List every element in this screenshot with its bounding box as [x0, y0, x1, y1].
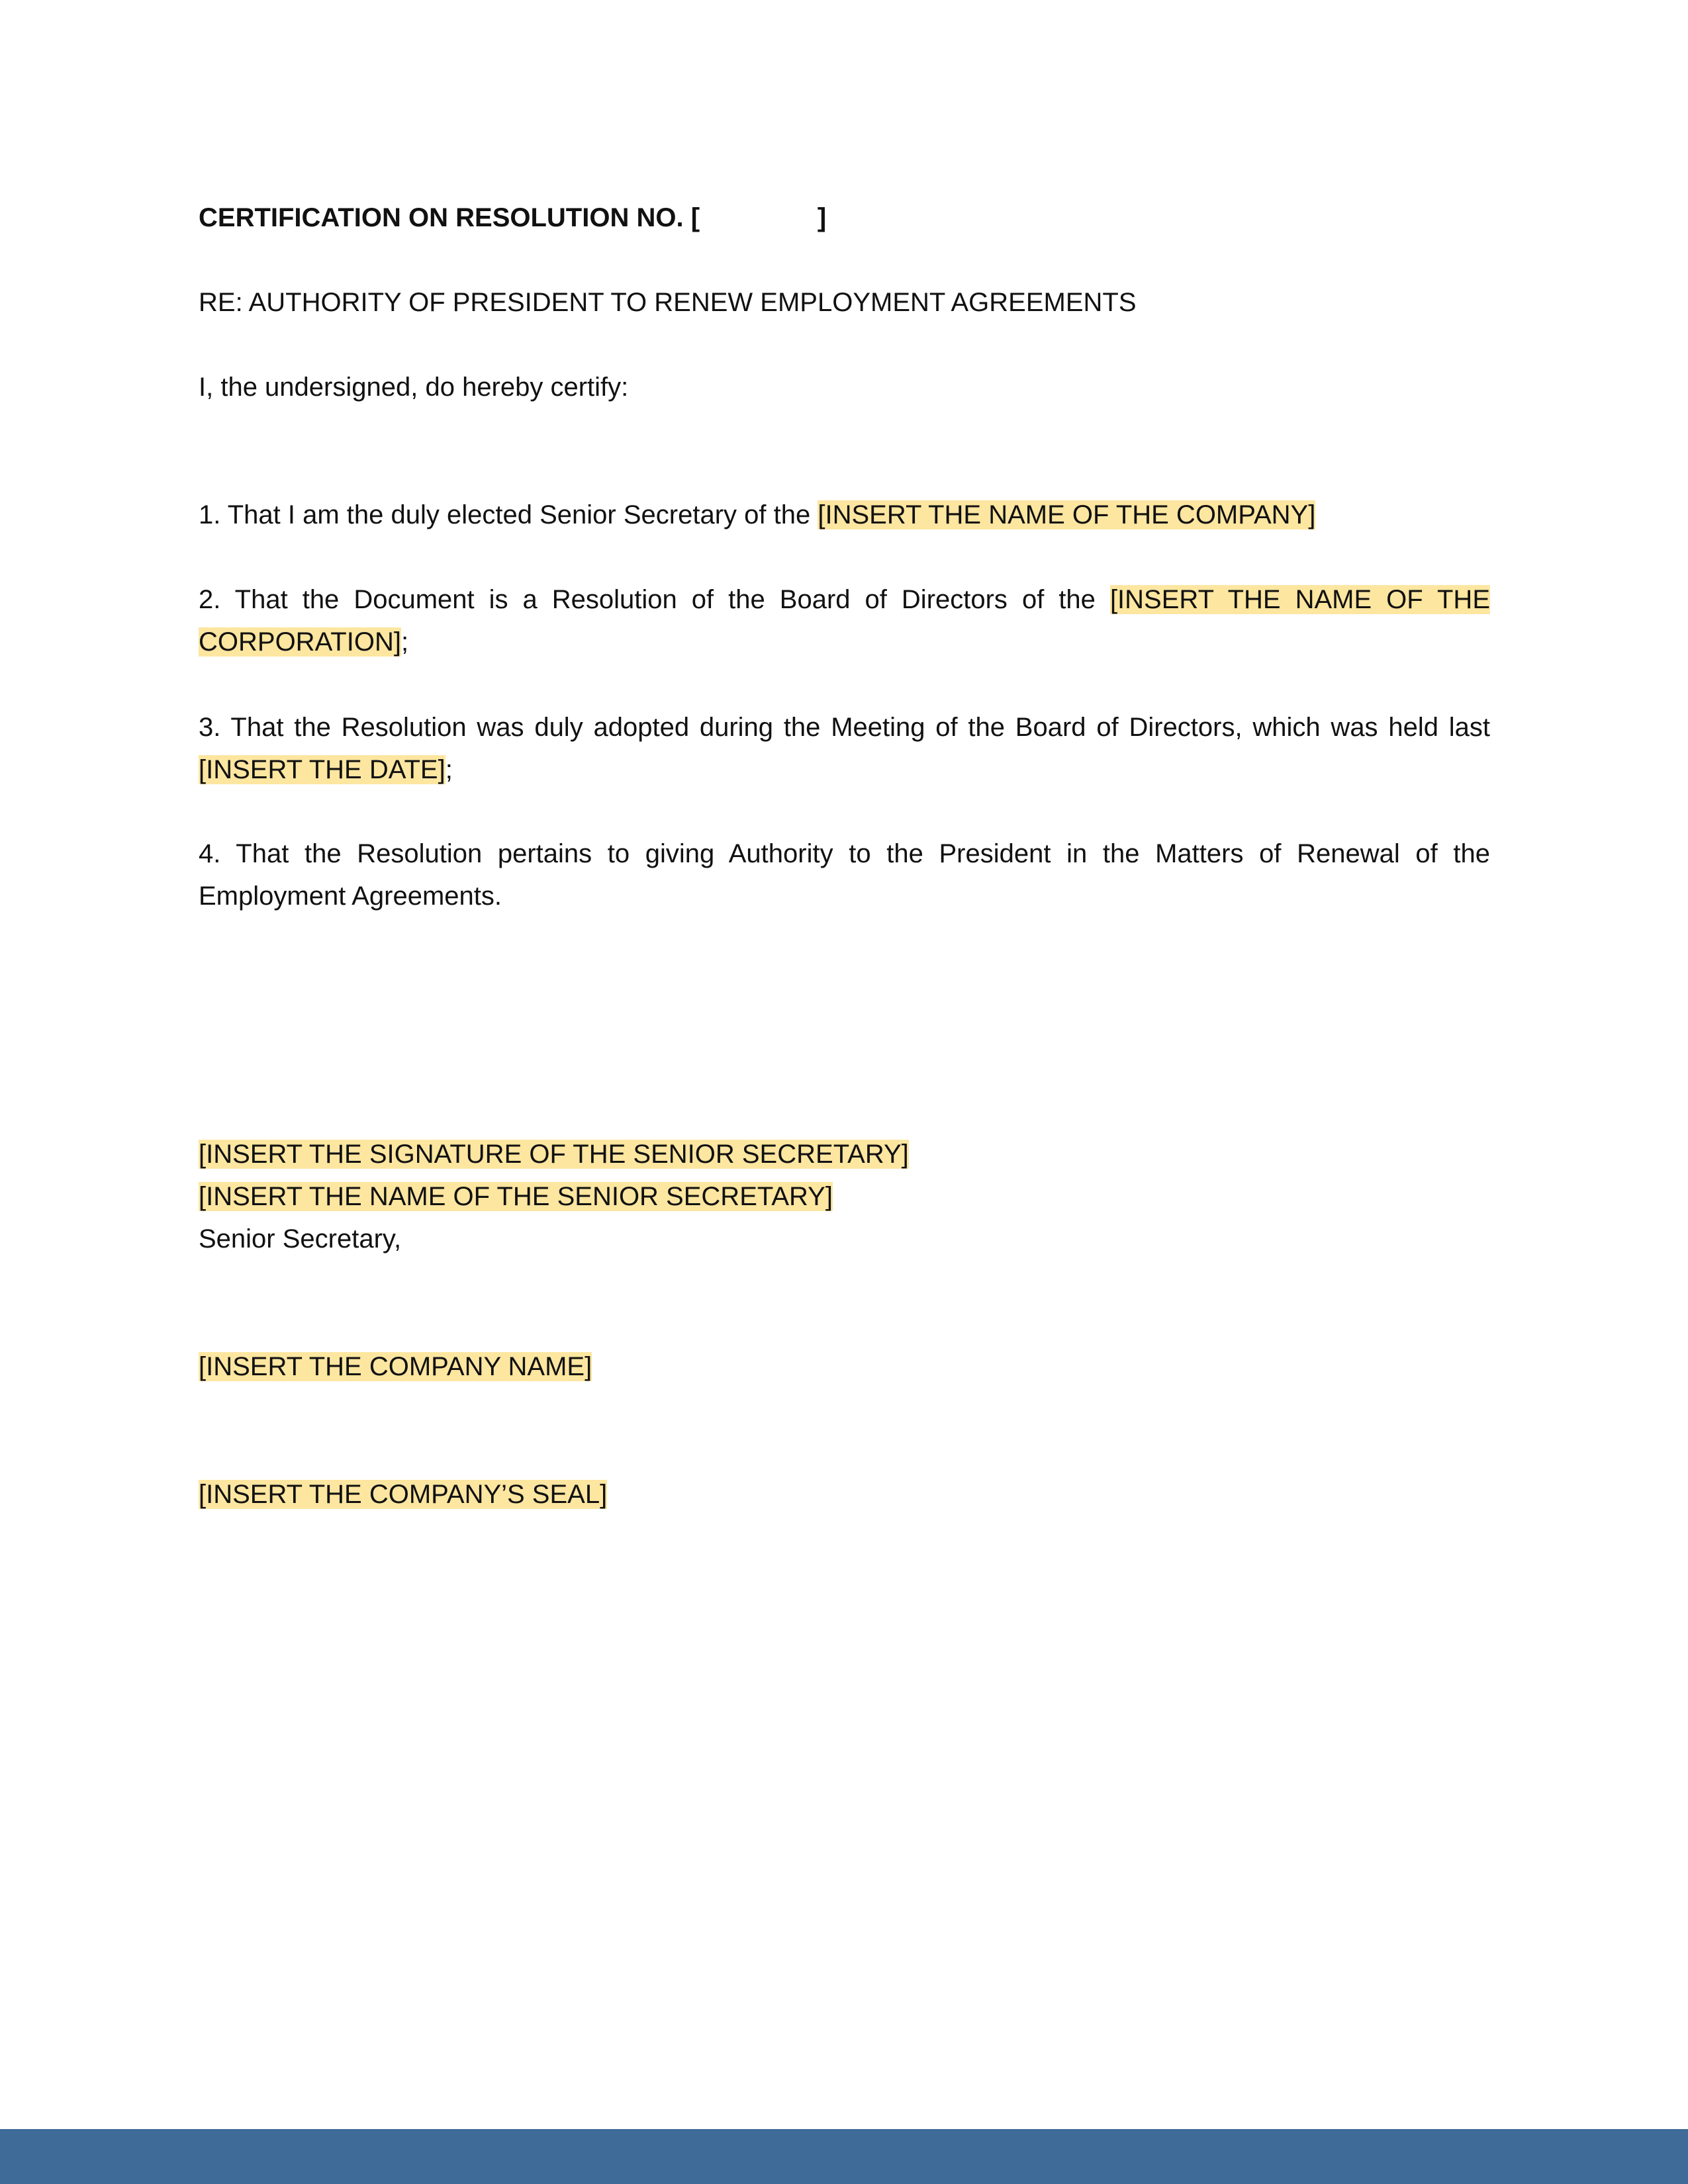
document-title — [199, 197, 826, 239]
re-line: RE: AUTHORITY OF PRESIDENT TO RENEW EMPLOYMENT AGREEMENTS — [199, 288, 1137, 317]
signature-placeholder: [INSERT THE SIGNATURE OF THE SENIOR SECRETARY] — [199, 1140, 909, 1169]
item-tail: ; — [400, 627, 409, 657]
company-seal-placeholder: [INSERT THE COMPANY’S SEAL] — [199, 1480, 608, 1509]
item-text: 2. That the Document is a Resolution of the Board of Directors of the — [199, 585, 1110, 614]
item-tail: ; — [445, 755, 453, 784]
secretary-name-line — [199, 1175, 833, 1218]
intro-line: I, the undersigned, do hereby certify: — [199, 373, 629, 402]
item-text: 3. That the Resolution was duly adopted during the Meeting of the Board of Directors, which was held last — [199, 713, 1490, 742]
certify-item-4: 4. That the Resolution pertains to giving Authority to the President in the Matters of Renewal of the Employment Agreements. — [199, 839, 1490, 911]
certify-item-1 — [199, 494, 1490, 536]
corporation-name-placeholder: [INSERT THE NAME OF THE CORPORATION] — [199, 585, 1490, 657]
company-name-placeholder: [INSERT THE NAME OF THE COMPANY] — [818, 500, 1316, 529]
title-suffix: ] — [817, 203, 827, 232]
date-placeholder: [INSERT THE DATE] — [199, 755, 445, 784]
company-seal-line — [199, 1473, 607, 1516]
title-prefix: CERTIFICATION ON RESOLUTION NO. [ — [199, 203, 700, 232]
item-text: 1. That I am the duly elected Senior Secretary of the — [199, 500, 818, 529]
company-name-placeholder-2: [INSERT THE COMPANY NAME] — [199, 1352, 592, 1381]
company-name-line — [199, 1345, 592, 1388]
secretary-name-placeholder: [INSERT THE NAME OF THE SENIOR SECRETARY] — [199, 1182, 833, 1211]
resolution-number-blank — [700, 203, 818, 232]
secretary-role: Senior Secretary, — [199, 1224, 402, 1253]
certify-item-2 — [199, 578, 1490, 663]
signature-line — [199, 1133, 909, 1175]
footer-bar — [0, 2129, 1688, 2184]
certify-item-3 — [199, 706, 1490, 791]
